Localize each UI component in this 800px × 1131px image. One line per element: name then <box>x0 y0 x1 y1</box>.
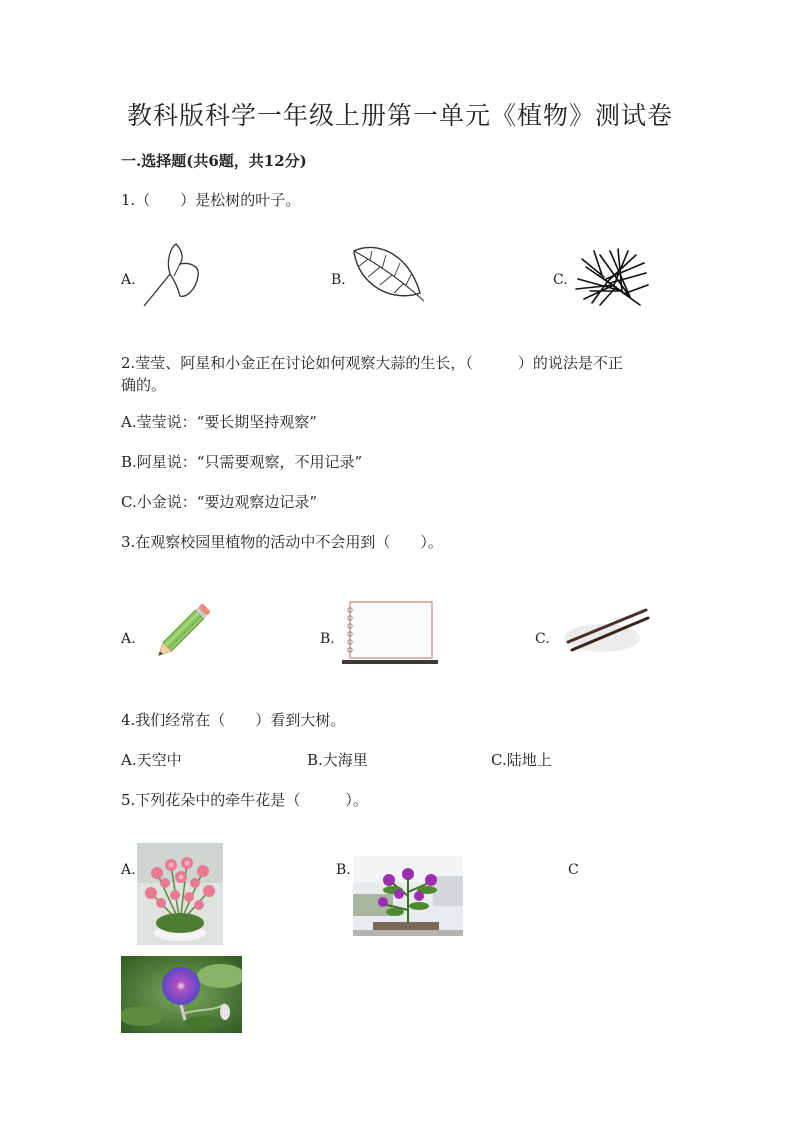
q1-option-b-label: B. <box>331 272 346 288</box>
section-heading: 一.选择题(共6题，共12分) <box>121 152 307 170</box>
chopsticks-icon <box>562 604 650 660</box>
question-4-text: 4.我们经常在（ ）看到大树。 <box>121 711 346 729</box>
morning-glory-photo-icon <box>121 956 242 1033</box>
q2-option-a: A.莹莹说：“要长期坚持观察” <box>121 413 317 431</box>
q2-option-b: B.阿星说：“只需要观察，不用记录” <box>121 453 363 471</box>
pencil-icon <box>146 594 222 666</box>
purple-flower-photo-icon <box>353 856 463 936</box>
q1-option-c-label: C. <box>553 272 568 288</box>
broad-leaf-icon <box>350 243 426 305</box>
question-1-text: 1.（ ）是松树的叶子。 <box>121 191 301 209</box>
q4-option-b: B.大海里 <box>307 751 368 769</box>
page-title: 教科版科学一年级上册第一单元《植物》测试卷 <box>126 101 673 130</box>
question-3-text: 3.在观察校园里植物的活动中不会用到（ ）。 <box>121 533 443 551</box>
q4-option-a: A.天空中 <box>121 751 182 769</box>
carnation-photo-icon <box>137 843 223 945</box>
q5-option-b-label: B. <box>336 862 351 878</box>
q5-option-a-label: A. <box>121 862 136 878</box>
pine-needles-icon <box>570 245 650 311</box>
q1-option-a-label: A. <box>121 272 136 288</box>
question-2-text-line2: 确的。 <box>121 376 167 394</box>
question-5-text: 5.下列花朵中的牵牛花是（ ）。 <box>121 791 368 809</box>
notebook-icon <box>342 600 438 666</box>
q5-option-c-label: C <box>568 862 579 878</box>
ginkgo-leaf-icon <box>140 240 206 310</box>
q3-option-c-label: C. <box>535 631 550 647</box>
q4-option-c: C.陆地上 <box>491 751 552 769</box>
q2-option-c: C.小金说：“要边观察边记录” <box>121 493 318 511</box>
q3-option-b-label: B. <box>320 631 335 647</box>
question-2-text-line1: 2.莹莹、阿星和小金正在讨论如何观察大蒜的生长，（ ）的说法是不正 <box>121 354 623 372</box>
q3-option-a-label: A. <box>121 631 136 647</box>
